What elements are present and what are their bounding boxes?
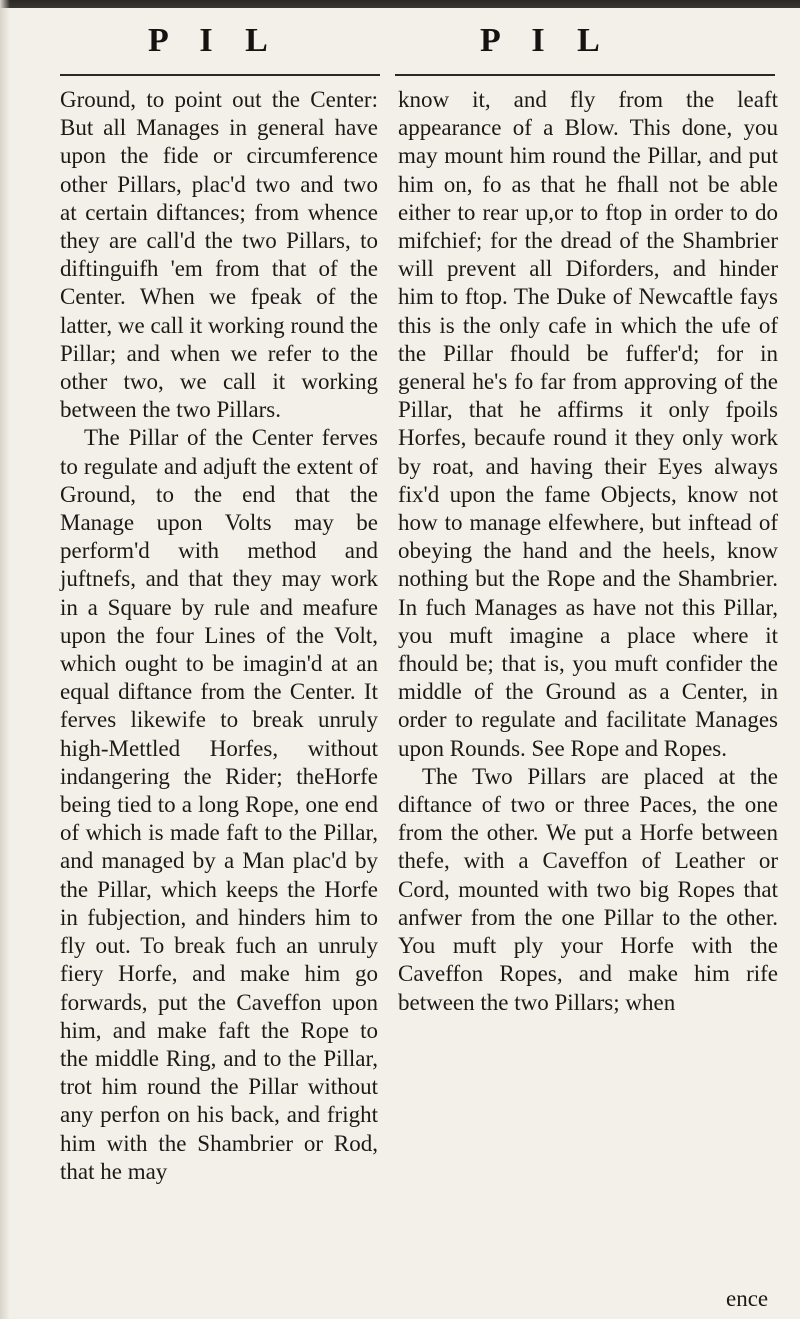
running-header: [0, 12, 800, 68]
right-column: [398, 86, 778, 1017]
header-left-rule: [60, 74, 380, 76]
header-right-rule: [395, 74, 775, 76]
right-paragraph-1: know it, and fly from the leaft appearance of a Blow. This done, you may mount him round the Pillar, and put him on, fo as that he fhall not be able either to rear up,or to ftop in order to do mifchief; for the dread of the Shambrier will prevent all Diforders, and hinder him to ftop. The Duke of Newcaftle fays this is the only cafe in which the ufe of the Pillar fhould be fuffer'd; for in general he's fo far from approving of the Pillar, that he affirms it only fpoils Horfes, becaufe round it they only work by roat, and having their Eyes always fix'd upon the fame Objects, know not how to manage elfewhere, but inftead of obeying the hand and the heels, know nothing but the Rope and the Shambrier. In fuch Manages as have not this Pillar, you muft imagine a place where it fhould be; that is, you muft confider the middle of the Ground as a Center, in order to regulate and facilitate Manages upon Rounds. See Rope and Ropes.: [398, 87, 778, 761]
right-paragraph-2: The Two Pillars are placed at the diftance of two or three Paces, the one from the other. We put a Horfe between thefe, with a Caveffon of Leather or Cord, mounted with two big Ropes that anfwer from the one Pillar to the other. You muft ply your Horfe with the Caveffon Ropes, and make him rife between the two Pillars; when: [398, 763, 778, 1015]
catchword: ence: [726, 1286, 769, 1311]
left-paragraph-1: Ground, to point out the Center: But all Manages in general have upon the fide or circumference other Pillars, plac'd two and two at certain diftances; from whence they are call'd the two Pillars, to diftinguifh 'em from that of the Center. When we fpeak of the latter, we call it working round the Pillar; and when we refer to the other two, we call it working between the two Pillars.: [60, 87, 378, 423]
header-right-word: P I L: [480, 22, 612, 59]
page-gutter-shadow: [0, 0, 10, 1319]
left-paragraph-2: The Pillar of the Center ferves to regulate and adjuft the extent of Ground, to the end that the Manage upon Volts may be perform'd with method and juftnefs, and that they may work in a Square by rule and meafure upon the four Lines of the Volt, which ought to be imagin'd at an equal diftance from the Center. It ferves likewife to break unruly high-Mettled Horfes, without indangering the Rider; theHorfe being tied to a long Rope, one end of which is made faft to the Pillar, and managed by a Man plac'd by the Pillar, which keeps the Horfe in fubjection, and hinders him to fly out. To break fuch an unruly fiery Horfe, and make him go forwards, put the Caveffon upon him, and make faft the Rope to the middle Ring, and to the Pillar, trot him round the Pillar without any perfon on his back, and fright him with the Shambrier or Rod, that he may: [60, 425, 378, 1184]
left-column: [60, 86, 378, 1186]
top-border-rule: [0, 0, 800, 8]
header-left-word: P I L: [148, 22, 280, 59]
